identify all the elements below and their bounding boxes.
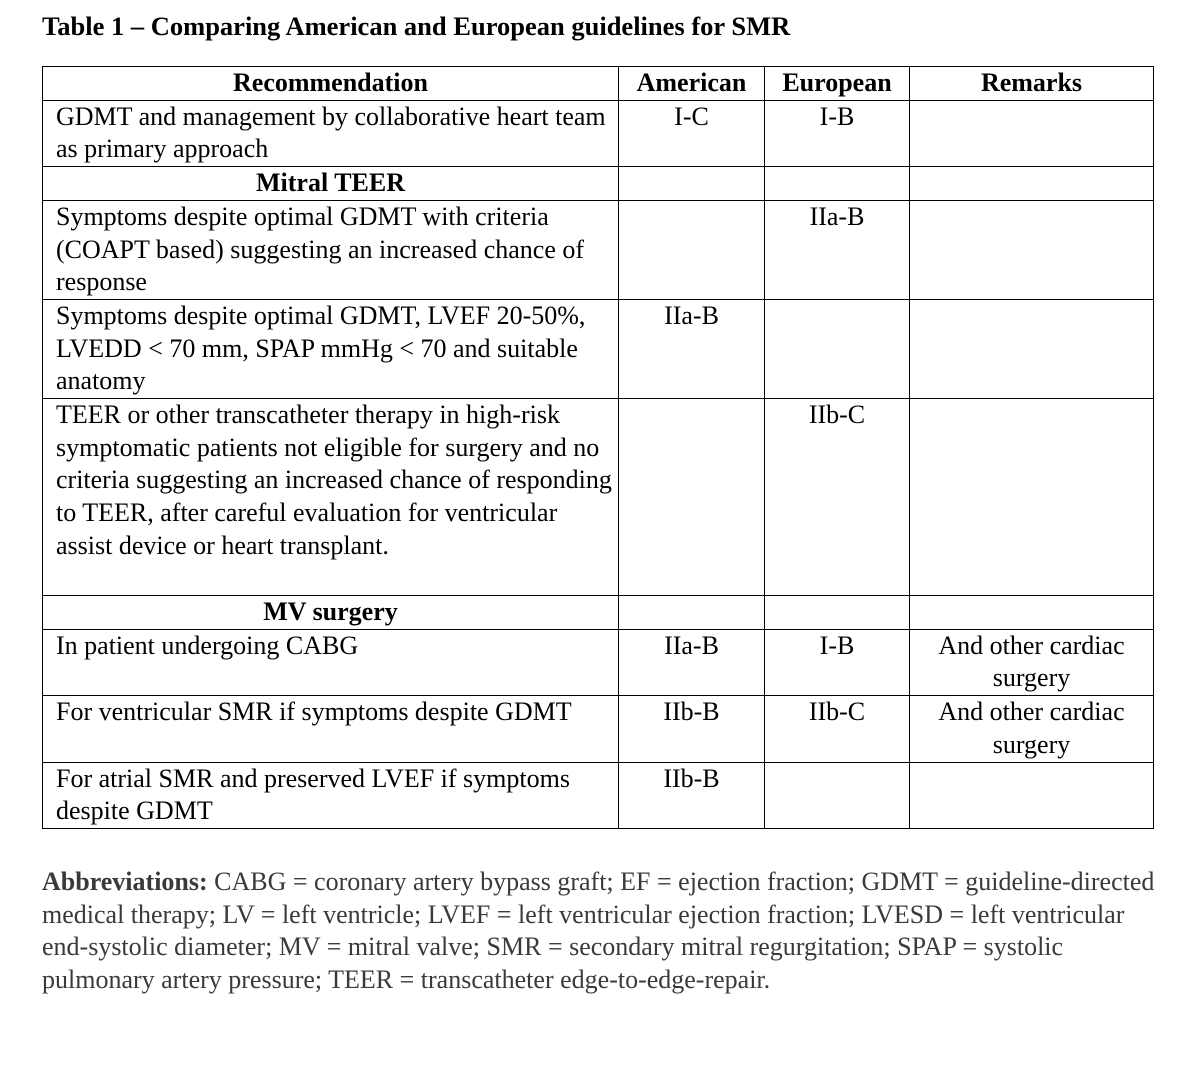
remarks-cell: And other cardiac surgery [910,696,1154,762]
american-cell: IIb-B [619,696,765,762]
remarks-cell [910,299,1154,398]
american-cell: I-C [619,100,765,166]
header-row [43,67,1154,101]
recommendation-cell: In patient undergoing CABG [43,629,619,695]
section-row [43,596,1154,630]
american-cell: IIa-B [619,299,765,398]
american-cell: IIa-B [619,629,765,695]
table-row [43,629,1154,695]
american-cell [619,167,765,201]
european-cell: IIb-C [765,399,910,596]
american-cell [619,399,765,596]
american-cell [619,200,765,299]
table-row [43,100,1154,166]
european-cell: I-B [765,629,910,695]
table-row [43,299,1154,398]
table-title: Table 1 – Comparing American and European guidelines for SMR [42,11,791,41]
table-row [43,200,1154,299]
remarks-cell: And other cardiac surgery [910,629,1154,695]
recommendation-cell: Symptoms despite optimal GDMT, LVEF 20-50%, LVEDD < 70 mm, SPAP mmHg < 70 and suitable anatomy [43,299,619,398]
header-recommendation: Recommendation [43,67,619,101]
header-remarks: Remarks [910,67,1154,101]
section-row [43,167,1154,201]
remarks-cell [910,100,1154,166]
section-heading: Mitral TEER [43,167,619,201]
table-row [43,762,1154,828]
european-cell: IIb-C [765,696,910,762]
european-cell [765,762,910,828]
european-cell [765,167,910,201]
guidelines-table [42,66,1154,829]
european-cell [765,299,910,398]
header-american: American [619,67,765,101]
abbreviations-label: Abbreviations: [42,867,208,896]
section-heading: MV surgery [43,596,619,630]
american-cell: IIb-B [619,762,765,828]
recommendation-cell: Symptoms despite optimal GDMT with criteria (COAPT based) suggesting an increased chance of response [43,200,619,299]
recommendation-cell: For atrial SMR and preserved LVEF if symptoms despite GDMT [43,762,619,828]
header-european: European [765,67,910,101]
table-row [43,399,1154,596]
abbreviations-note [42,866,1162,997]
recommendation-cell: GDMT and management by collaborative heart team as primary approach [43,100,619,166]
european-cell: IIa-B [765,200,910,299]
remarks-cell [910,399,1154,596]
recommendation-cell: TEER or other transcatheter therapy in high-risk symptomatic patients not eligible for surgery and no criteria suggesting an increased chance of responding to TEER, after careful evaluation for ventricular assist device or heart transplant. [43,399,619,596]
abbreviations-text: CABG = coronary artery bypass graft; EF = ejection fraction; GDMT = guideline-directed medical therapy; LV = left ventricle; LVEF = left ventricular ejection fraction; LVESD = left ventricular end-systolic diameter; MV = mitral valve; SMR = secondary mitral regurgitation; SPAP = systolic pulmonary artery pressure; TEER = transcatheter edge-to-edge-repair. [42,867,1155,995]
remarks-cell [910,167,1154,201]
recommendation-cell: For ventricular SMR if symptoms despite GDMT [43,696,619,762]
remarks-cell [910,596,1154,630]
remarks-cell [910,762,1154,828]
european-cell [765,596,910,630]
table-row [43,696,1154,762]
american-cell [619,596,765,630]
remarks-cell [910,200,1154,299]
european-cell: I-B [765,100,910,166]
